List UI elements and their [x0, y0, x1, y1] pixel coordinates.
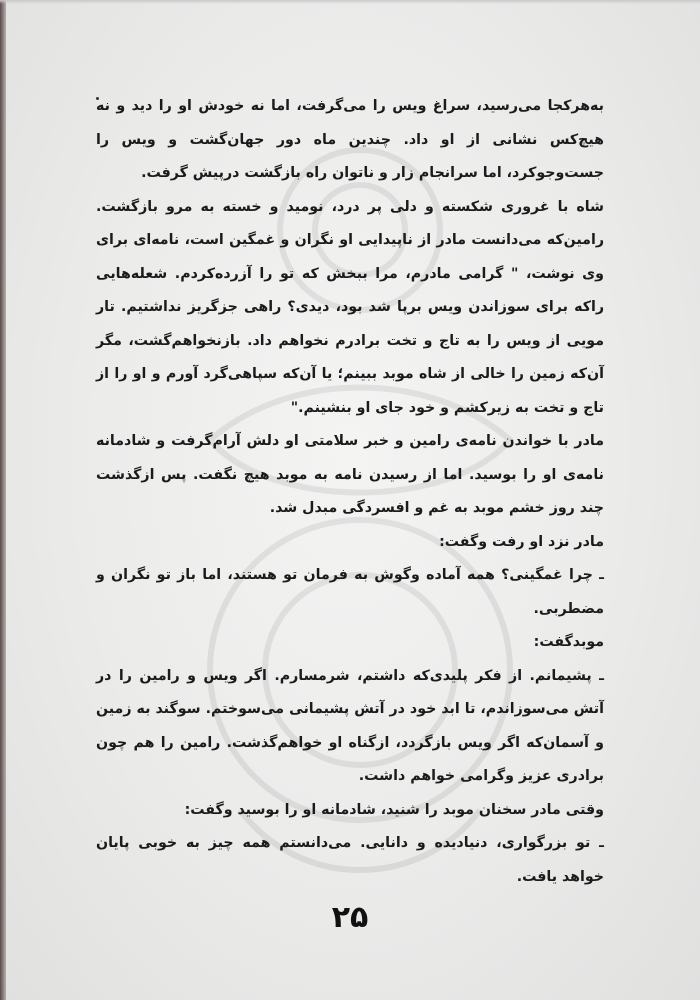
page-number: ۲۵ [331, 900, 369, 935]
paragraph: شاه با غروری شکسته و دلی پر درد، نومید و خسته به مرو بازگشت. رامین‌که می‌دانست مادر از ناپیدایی او نگران و غمگین است، نامه‌ای برای وی نوشت، " گرامی مادرم، مرا ببخش‌ که تو را آزرده‌کردم. شعله‌هایی راکه برای سوزاندن ویس برپا شد بود، دیدی؟ راهی جز‌گریز نداشتیم. تار مویی از ویس را به تاج و تخت برادرم نخواهم داد. بازنخواهم‌گشت، مگر آن‌که زمین را خالی از شاه موبد ببینم؛ یا آن‌که سپاهی‌گرد آورم و او را از تاج و تخت به زیرکشم و خود جای او بنشینم." [96, 198, 604, 416]
paragraph: مادر نزد او رفت وگفت: [439, 533, 604, 550]
page-top-edge [0, 0, 700, 4]
paragraph: موبدگفت: [533, 634, 604, 650]
body-text [96, 90, 604, 894]
paragraph: مادر با خواندن نامه‌ی رامین و خبر سلامتی او دلش آرام‌گرفت و شادمانه نامه‌ی او را بوسید. اما از رسیدن نامه به موبد هیچ نگفت. پس ازگذشت چند روز خشم موبد به غم و افسردگی مبدل شد. [96, 433, 604, 516]
dialogue-line: ـ تو بزرگواری، دنیادیده و دانایی. می‌دانستم همه چیز به خوبی پایان خواهد یافت. [96, 835, 604, 885]
dialogue-line: ـ پشیمانم. از فکر پلیدی‌که داشتم، شرمسارم. اگر ویس و رامین را در آتش می‌سوزاندم، تا ابد خود در آتش پشیمانی می‌سوختم. سوگند به زمین و آسمان‌که اگر ویس بازگردد، ازگناه او خواهم‌گذشت. رامین را هم چون برادری عزیز وگرامی خواهم داشت. [96, 667, 604, 784]
book-spine-edge [0, 0, 6, 1000]
paragraph: به‌هرکجا می‌رسید، سراغ ویس را می‌گرفت، اما نه خودش او را دید و نه هیچ‌کس نشانی از او داد. چندین ماه دور جهان‌گشت و ویس را جست‌وجو‌کرد، اما سرانجام زار و ناتوان راه بازگشت در‌پیش گرفت. [96, 98, 604, 181]
paragraph: وقتی مادر سخنان موبد را شنید، شادمانه او را بوسید وگفت: [184, 801, 604, 818]
dialogue-line: ـ چرا غمگینی؟ همه آماده وگوش به فرمان تو هستند، اما باز تو نگران و مضطربی. [96, 567, 604, 617]
